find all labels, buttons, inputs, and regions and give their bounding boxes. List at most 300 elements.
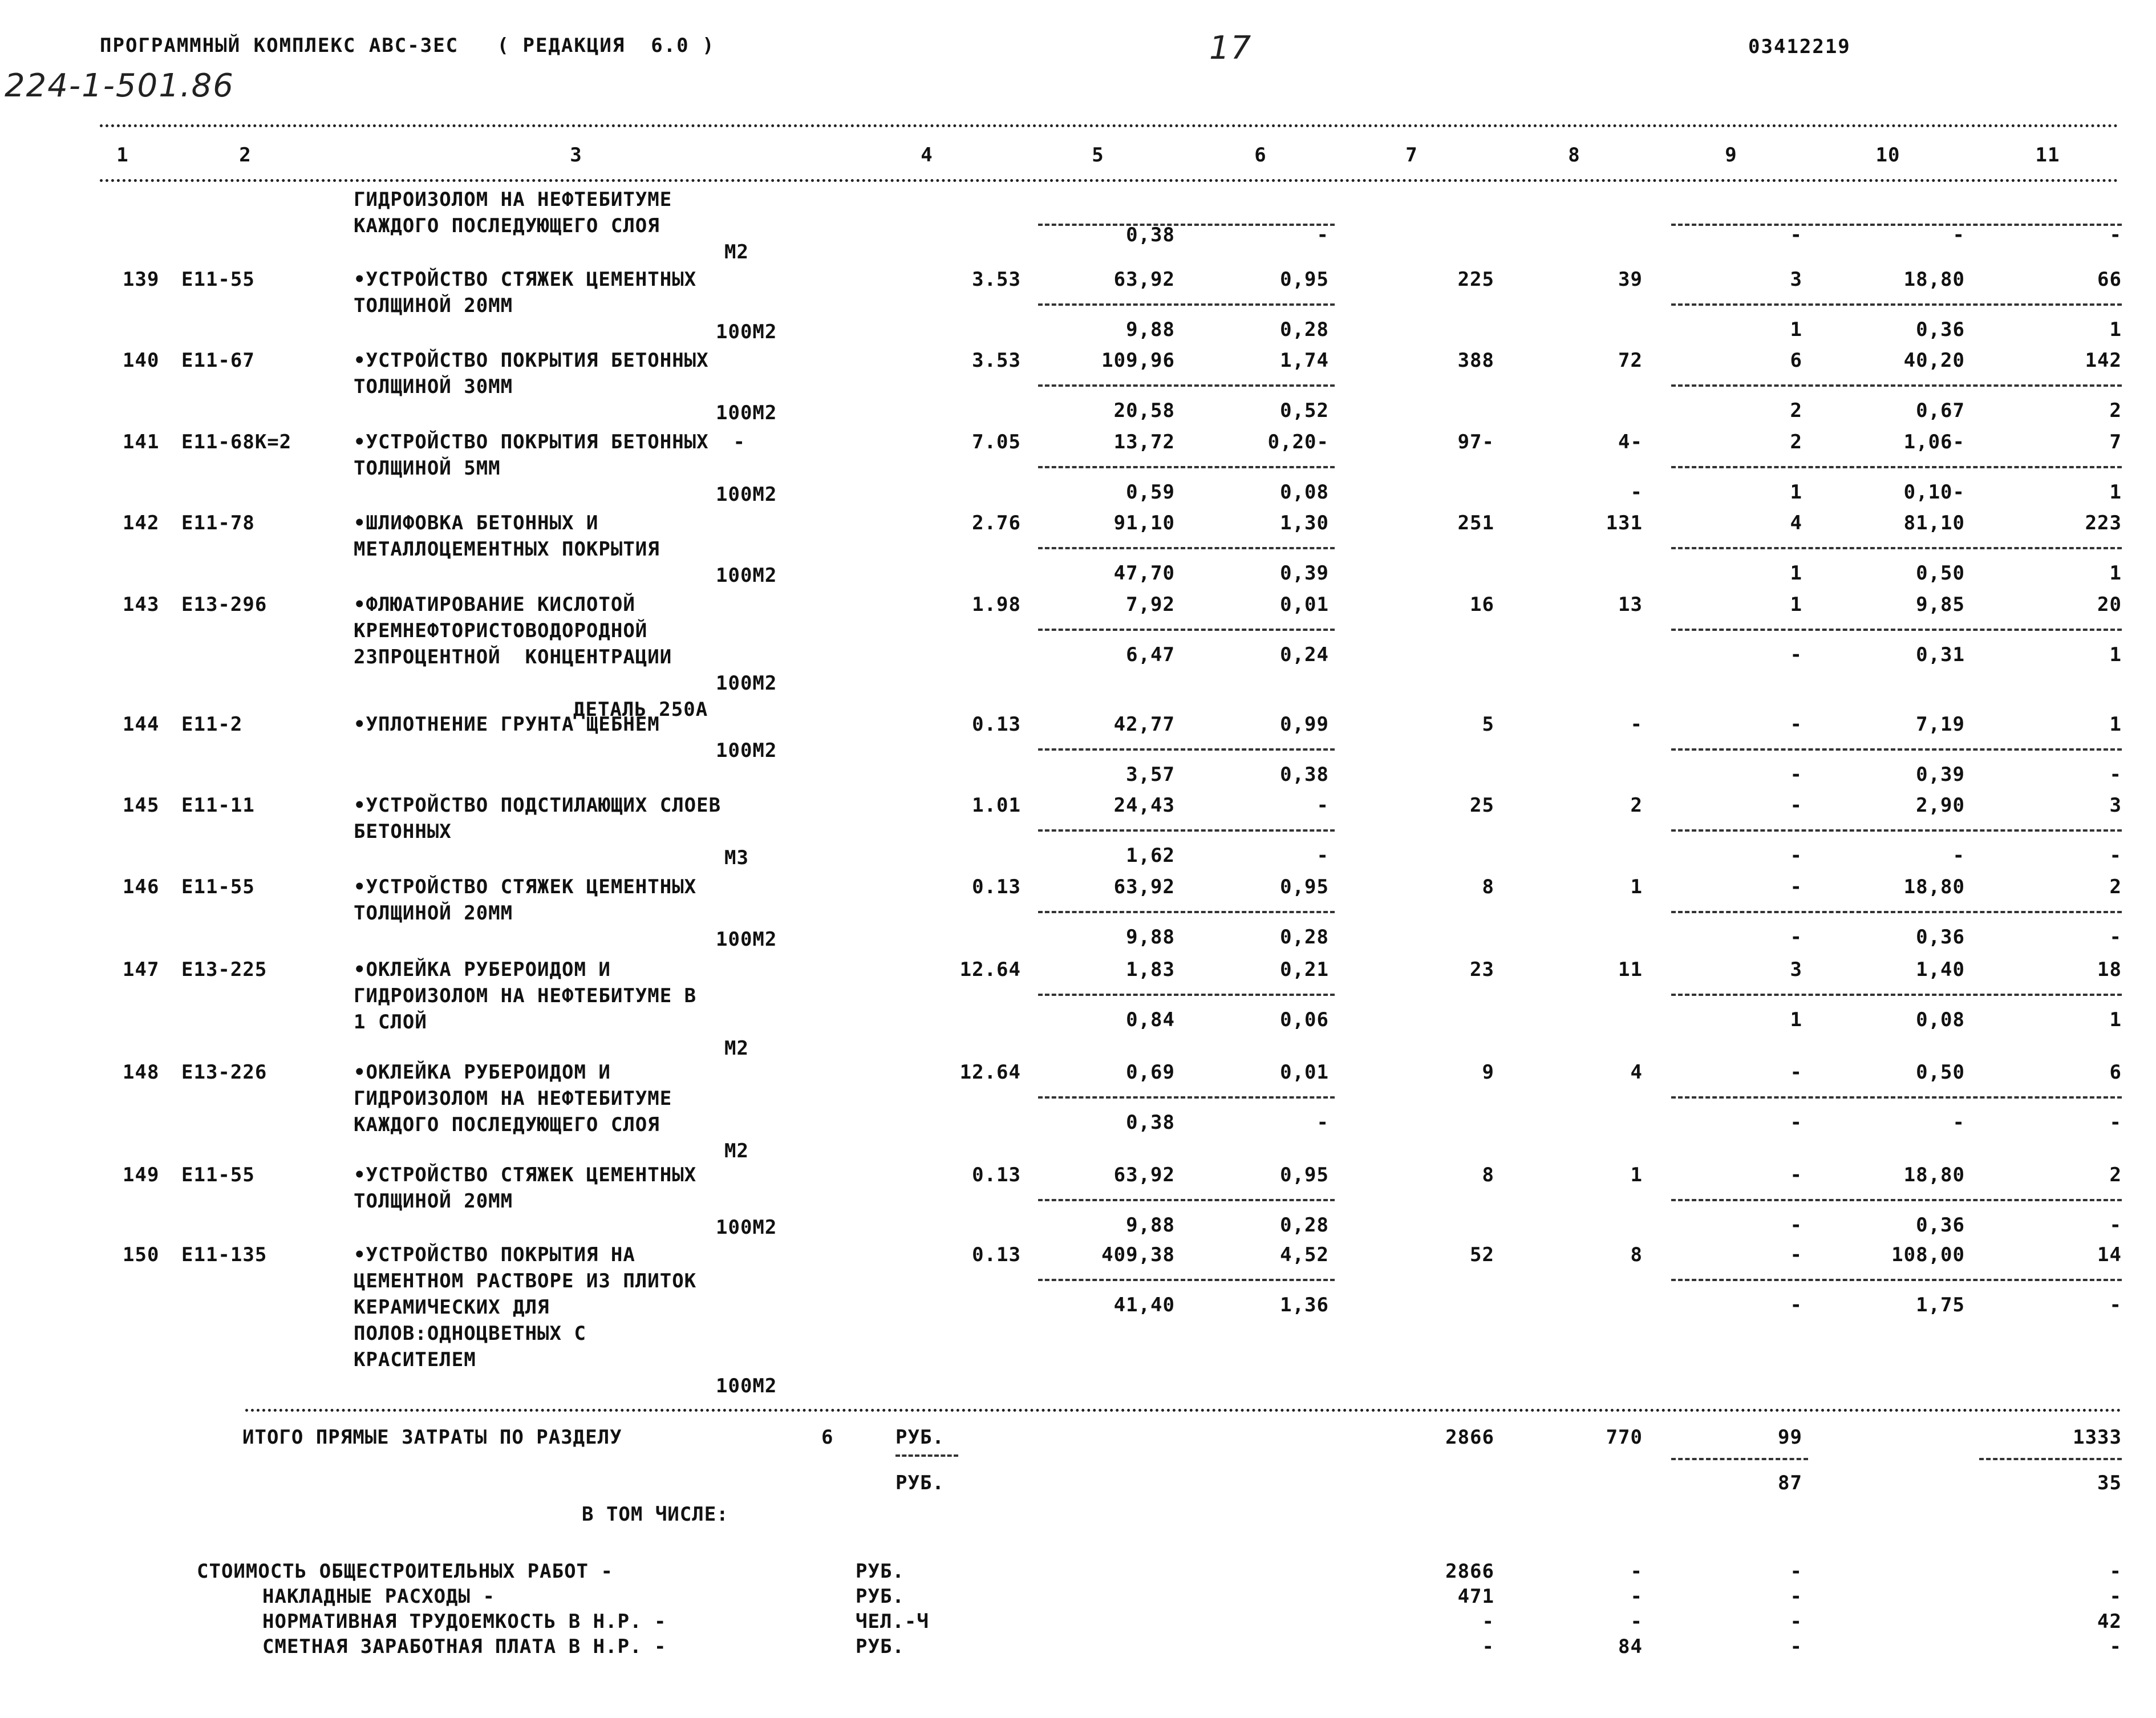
cell-c8: 8	[1630, 1243, 1643, 1266]
work-description: ТОЛЩИНОЙ 20ММ	[354, 902, 513, 925]
summary-label: СТОИМОСТЬ ОБЩЕСТРОИТЕЛЬНЫХ РАБОТ -	[197, 1560, 613, 1583]
work-description: •УСТРОЙСТВО СТЯЖЕК ЦЕМЕНТНЫХ	[354, 268, 697, 291]
cell-c5: 63,92	[1113, 876, 1175, 898]
cell-c10: 18,80	[1903, 268, 1965, 291]
row-number: 146	[123, 876, 160, 898]
work-description: •ШЛИФОВКА БЕТОННЫХ И	[354, 512, 599, 534]
cell-c8: 131	[1606, 512, 1643, 534]
column-header-8: 8	[1568, 144, 1580, 167]
cell-c8: -	[1630, 713, 1643, 736]
cell-c11-secondary: -	[2109, 1111, 2122, 1134]
cell-c6: -	[1316, 794, 1329, 817]
cell-c4: 12.64	[959, 958, 1021, 981]
cell-c9: 1	[1790, 593, 1802, 616]
work-description: •УСТРОЙСТВО СТЯЖЕК ЦЕМЕНТНЫХ	[354, 1164, 697, 1186]
cell-c9: 4	[1790, 512, 1802, 534]
cell-c4: 0.13	[972, 713, 1021, 736]
work-description: ТОЛЩИНОЙ 30ММ	[354, 375, 513, 398]
cell-c6: 1,74	[1280, 349, 1329, 372]
cell-c5: 91,10	[1113, 512, 1175, 534]
unit-label: М2	[724, 1140, 749, 1162]
cell-c11: 7	[2109, 431, 2122, 453]
cell-c9-secondary: 2	[1790, 399, 1802, 422]
cell-c10-secondary: 0,67	[1916, 399, 1965, 422]
work-description: ГИДРОИЗОЛОМ НА НЕФТЕБИТУМЕ	[354, 188, 672, 211]
program-header: ПРОГРАММНЫЙ КОМПЛЕКС АВС-ЗЕС ( РЕДАКЦИЯ 6.0 )	[100, 34, 715, 57]
cell-c6-secondary: 0,06	[1280, 1008, 1329, 1031]
cell-c9: -	[1790, 1061, 1802, 1084]
totals-c7: 2866	[1445, 1426, 1494, 1449]
subtotal-rule	[1038, 829, 1335, 832]
cell-c8: 4-	[1618, 431, 1643, 453]
subtotal-rule	[1038, 1096, 1335, 1099]
cell-c11: 2	[2109, 876, 2122, 898]
cell-c7: 52	[1470, 1243, 1494, 1266]
totals-rule	[245, 1409, 2122, 1412]
work-description: ГИДРОИЗОЛОМ НА НЕФТЕБИТУМЕ	[354, 1087, 672, 1110]
cell-c8: 1	[1630, 876, 1643, 898]
cell-c10-secondary: 0,50	[1916, 562, 1965, 585]
totals-unit: РУБ.	[895, 1472, 945, 1494]
summary-unit: РУБ.	[856, 1585, 905, 1608]
cell-c5-secondary: 6,47	[1126, 643, 1175, 666]
cell-c10: 2,90	[1916, 794, 1965, 817]
cell-c6: 0,21	[1280, 958, 1329, 981]
cell-c9: 2	[1790, 431, 1802, 453]
cell-c6-secondary: 0,28	[1280, 318, 1329, 341]
cell-c4: 12.64	[959, 1061, 1021, 1084]
unit-label: 100М2	[716, 321, 777, 343]
cell-c11: 6	[2109, 1061, 2122, 1084]
cell-c11: 223	[2085, 512, 2122, 534]
cell-c5: 63,92	[1113, 1164, 1175, 1186]
cell-c4: 1.98	[972, 593, 1021, 616]
cell-c6: 0,95	[1280, 876, 1329, 898]
work-description: •УСТРОЙСТВО ПОДСТИЛАЮЩИХ СЛОЕВ	[354, 794, 722, 817]
norm-code: Е11-55	[181, 876, 255, 898]
cell-c9-secondary: -	[1790, 1214, 1802, 1237]
cell-c8: 2	[1630, 794, 1643, 817]
cell-c9-secondary: -	[1790, 926, 1802, 949]
row-number: 141	[123, 431, 160, 453]
work-description: ГИДРОИЗОЛОМ НА НЕФТЕБИТУМЕ В	[354, 984, 697, 1007]
subtotal-rule	[1671, 547, 2122, 549]
row-number: 143	[123, 593, 160, 616]
cell-c9-secondary: -	[1790, 763, 1802, 786]
cell-c5-secondary: 0,38	[1126, 1111, 1175, 1134]
cell-c6-secondary: 0,08	[1280, 481, 1329, 504]
cell-c4: 3.53	[972, 349, 1021, 372]
column-header-2: 2	[239, 144, 252, 167]
summary-c11: -	[2109, 1560, 2122, 1583]
unit-label: М2	[724, 1037, 749, 1060]
cell-c11-secondary: 1	[2109, 643, 2122, 666]
norm-code: Е13-296	[181, 593, 268, 616]
cell-c10: 1,40	[1916, 958, 1965, 981]
row-number: 144	[123, 713, 160, 736]
cell-c10-secondary: 1,75	[1916, 1294, 1965, 1316]
cell-c7: 225	[1457, 268, 1494, 291]
cell-c8: 72	[1618, 349, 1643, 372]
cell-c6-secondary: -	[1316, 224, 1329, 246]
work-description: ТОЛЩИНОЙ 5ММ	[354, 457, 501, 480]
cell-c4: 1.01	[972, 794, 1021, 817]
cell-c10-secondary: 0,36	[1916, 926, 1965, 949]
cell-c9-secondary: 1	[1790, 318, 1802, 341]
cell-c11-secondary: 2	[2109, 399, 2122, 422]
norm-code: Е11-67	[181, 349, 255, 372]
cell-c10: 18,80	[1903, 876, 1965, 898]
cell-c6-secondary: 0,24	[1280, 643, 1329, 666]
cell-c4: 0.13	[972, 1243, 1021, 1266]
totals-c8: 770	[1606, 1426, 1643, 1449]
row-number: 145	[123, 794, 160, 817]
cell-c7: 9	[1482, 1061, 1494, 1084]
cell-c6-secondary: 0,52	[1280, 399, 1329, 422]
cell-c11: 14	[2097, 1243, 2122, 1266]
cell-c5-secondary: 3,57	[1126, 763, 1175, 786]
column-header-3: 3	[570, 144, 582, 167]
summary-c8: -	[1630, 1560, 1643, 1583]
summary-label: НОРМАТИВНАЯ ТРУДОЕМКОСТЬ В Н.Р. -	[262, 1610, 667, 1633]
cell-c5-secondary: 0,38	[1126, 224, 1175, 246]
cell-c5: 7,92	[1126, 593, 1175, 616]
cell-c10-secondary: 0,36	[1916, 318, 1965, 341]
cell-c10: 108,00	[1891, 1243, 1965, 1266]
work-description: ПОЛОВ:ОДНОЦВЕТНЫХ С	[354, 1322, 586, 1345]
cell-c9: 3	[1790, 958, 1802, 981]
cell-c9: -	[1790, 1243, 1802, 1266]
summary-c7: 2866	[1445, 1560, 1494, 1583]
subtotal-rule	[1038, 1279, 1335, 1281]
subtotal-rule	[1038, 994, 1335, 996]
cell-c11-secondary: -	[2109, 844, 2122, 867]
cell-c6-secondary: 0,38	[1280, 763, 1329, 786]
row-number: 140	[123, 349, 160, 372]
cell-c5: 109,96	[1101, 349, 1175, 372]
cell-c4: 7.05	[972, 431, 1021, 453]
cell-c11-secondary: 1	[2109, 1008, 2122, 1031]
cell-c5: 13,72	[1113, 431, 1175, 453]
cell-c5: 63,92	[1113, 268, 1175, 291]
cell-c5-secondary: 1,62	[1126, 844, 1175, 867]
unit-label: 100М2	[716, 928, 777, 951]
cell-c5-secondary: 9,88	[1126, 318, 1175, 341]
summary-unit: РУБ.	[856, 1560, 905, 1583]
subtotal-rule	[1671, 829, 2122, 832]
row-number: 148	[123, 1061, 160, 1084]
summary-c8: -	[1630, 1610, 1643, 1633]
cell-c11: 1	[2109, 713, 2122, 736]
summary-c9: -	[1790, 1585, 1802, 1608]
cell-c10: 9,85	[1916, 593, 1965, 616]
unit-label: 100М2	[716, 672, 777, 695]
unit-label: 100М2	[716, 564, 777, 587]
column-header-9: 9	[1725, 144, 1737, 167]
work-description: КРАСИТЕЛЕМ	[354, 1348, 476, 1371]
cell-c10-secondary: 0,36	[1916, 1214, 1965, 1237]
subtotal-rule	[1038, 748, 1335, 751]
cell-c7: 23	[1470, 958, 1494, 981]
unit-label: 100М2	[716, 402, 777, 424]
totals-unit: РУБ.	[895, 1426, 945, 1449]
cell-c6: 0,95	[1280, 268, 1329, 291]
column-header-5: 5	[1092, 144, 1104, 167]
norm-code: Е11-55	[181, 268, 255, 291]
cell-c10: 40,20	[1903, 349, 1965, 372]
cell-c6: 0,01	[1280, 1061, 1329, 1084]
cell-c11-secondary: 1	[2109, 481, 2122, 504]
cell-c6: 1,30	[1280, 512, 1329, 534]
subtotal-rule	[1038, 303, 1335, 306]
work-description: •УСТРОЙСТВО ПОКРЫТИЯ БЕТОННЫХ -	[354, 431, 746, 453]
cell-c11: 2	[2109, 1164, 2122, 1186]
summary-c9: -	[1790, 1635, 1802, 1658]
cell-c10-secondary: 0,31	[1916, 643, 1965, 666]
work-description: •УСТРОЙСТВО ПОКРЫТИЯ НА	[354, 1243, 635, 1266]
subtotal-rule	[1038, 547, 1335, 549]
norm-code: Е11-55	[181, 1164, 255, 1186]
work-description: •ОКЛЕЙКА РУБЕРОИДОМ И	[354, 958, 611, 981]
cell-c9-secondary: -	[1790, 224, 1802, 246]
subtotal-rule	[1671, 466, 2122, 468]
cell-c11-secondary: -	[2109, 926, 2122, 949]
column-header-6: 6	[1254, 144, 1267, 167]
row-number: 142	[123, 512, 160, 534]
table-header-rule	[100, 179, 2119, 182]
summary-c9: -	[1790, 1610, 1802, 1633]
cell-c10: 0,50	[1916, 1061, 1965, 1084]
work-description: 23ПРОЦЕНТНОЙ КОНЦЕНТРАЦИИ	[354, 646, 672, 668]
cell-c8-secondary: -	[1630, 481, 1643, 504]
cell-c5-secondary: 47,70	[1113, 562, 1175, 585]
row-number: 147	[123, 958, 160, 981]
summary-label: НАКЛАДНЫЕ РАСХОДЫ -	[262, 1585, 495, 1608]
cell-c10-secondary: 0,08	[1916, 1008, 1965, 1031]
cell-c10: 18,80	[1903, 1164, 1965, 1186]
subtotal-rule	[1671, 1279, 2122, 1281]
cell-c11-secondary: 1	[2109, 562, 2122, 585]
cell-c8: 11	[1618, 958, 1643, 981]
work-description: •ОКЛЕЙКА РУБЕРОИДОМ И	[354, 1061, 611, 1084]
subtotal-rule	[1671, 1096, 2122, 1099]
norm-code: Е11-11	[181, 794, 255, 817]
work-description: ТОЛЩИНОЙ 20ММ	[354, 294, 513, 317]
cell-c6: 0,99	[1280, 713, 1329, 736]
cell-c9-secondary: 1	[1790, 1008, 1802, 1031]
cell-c8: 13	[1618, 593, 1643, 616]
totals-c9-secondary: 87	[1778, 1472, 1802, 1494]
cell-c5: 409,38	[1101, 1243, 1175, 1266]
cell-c9-secondary: -	[1790, 844, 1802, 867]
norm-code: Е11-135	[181, 1243, 268, 1266]
summary-unit: ЧЕЛ.-Ч	[856, 1610, 929, 1633]
totals-c11-secondary: 35	[2097, 1472, 2122, 1494]
cell-c7: 16	[1470, 593, 1494, 616]
document-code: 03412219	[1748, 35, 1851, 58]
column-header-4: 4	[921, 144, 933, 167]
cell-c8: 39	[1618, 268, 1643, 291]
summary-c8: -	[1630, 1585, 1643, 1608]
work-description: КАЖДОГО ПОСЛЕДУЮЩЕГО СЛОЯ	[354, 1113, 660, 1136]
cell-c11-secondary: 1	[2109, 318, 2122, 341]
summary-c11: -	[2109, 1635, 2122, 1658]
cell-c10-secondary: -	[1952, 1111, 1965, 1134]
cell-c9: 6	[1790, 349, 1802, 372]
table-top-rule	[100, 124, 2119, 127]
cell-c6-secondary: 1,36	[1280, 1294, 1329, 1316]
row-number: 149	[123, 1164, 160, 1186]
subtotal-rule	[1038, 466, 1335, 468]
cell-c8: 1	[1630, 1164, 1643, 1186]
work-description: КЕРАМИЧЕСКИХ ДЛЯ	[354, 1296, 550, 1319]
cell-c7: 251	[1457, 512, 1494, 534]
cell-c10-secondary: 0,10-	[1903, 481, 1965, 504]
cell-c10-secondary: -	[1952, 844, 1965, 867]
cell-c11: 142	[2085, 349, 2122, 372]
work-description: •УПЛОТНЕНИЕ ГРУНТА ЩЕБНЕМ	[354, 713, 660, 736]
row-number: 150	[123, 1243, 160, 1266]
work-description: КРЕМНЕФТОРИСТОВОДОРОДНОЙ	[354, 619, 648, 642]
work-description: •ФЛЮАТИРОВАНИЕ КИСЛОТОЙ	[354, 593, 635, 616]
cell-c7: 97-	[1457, 431, 1494, 453]
cell-c6-secondary: 0,28	[1280, 1214, 1329, 1237]
cell-c5: 42,77	[1113, 713, 1175, 736]
cell-c6-secondary: -	[1316, 844, 1329, 867]
cell-c6-secondary: 0,28	[1280, 926, 1329, 949]
cell-c7: 8	[1482, 876, 1494, 898]
subtotal-rule	[1671, 384, 2122, 387]
cell-c9-secondary: -	[1790, 1111, 1802, 1134]
cell-c9: 3	[1790, 268, 1802, 291]
handwritten-code: 224-1-501.86	[5, 67, 234, 104]
cell-c6-secondary: 0,39	[1280, 562, 1329, 585]
totals-c11: 1333	[2073, 1426, 2122, 1449]
cell-c5-secondary: 41,40	[1113, 1294, 1175, 1316]
cell-c5-secondary: 0,84	[1126, 1008, 1175, 1031]
cell-c11-secondary: -	[2109, 763, 2122, 786]
totals-c11-rule	[1979, 1458, 2122, 1460]
norm-code: Е11-78	[181, 512, 255, 534]
cell-c4: 0.13	[972, 876, 1021, 898]
cell-c4: 0.13	[972, 1164, 1021, 1186]
cell-c5: 24,43	[1113, 794, 1175, 817]
subtotal-rule	[1038, 911, 1335, 913]
work-description: ТОЛЩИНОЙ 20ММ	[354, 1190, 513, 1213]
work-description: ЦЕМЕНТНОМ РАСТВОРЕ ИЗ ПЛИТОК	[354, 1270, 697, 1292]
cell-c6: 0,01	[1280, 593, 1329, 616]
unit-label: ДЕТАЛЬ 250А	[573, 698, 708, 721]
cell-c9-secondary: 1	[1790, 481, 1802, 504]
totals-c9-rule	[1671, 1458, 1808, 1460]
cell-c11-secondary: -	[2109, 1214, 2122, 1237]
work-description: 1 СЛОЙ	[354, 1011, 427, 1034]
work-description: КАЖДОГО ПОСЛЕДУЮЩЕГО СЛОЯ	[354, 214, 660, 237]
summary-c7: -	[1482, 1635, 1494, 1658]
cell-c6: 4,52	[1280, 1243, 1329, 1266]
cell-c7: 25	[1470, 794, 1494, 817]
work-description: •УСТРОЙСТВО ПОКРЫТИЯ БЕТОННЫХ	[354, 349, 709, 372]
totals-label: ИТОГО ПРЯМЫЕ ЗАТРАТЫ ПО РАЗДЕЛУ	[242, 1426, 622, 1449]
subtotal-rule	[1038, 1199, 1335, 1201]
subtotal-rule	[1671, 911, 2122, 913]
norm-code: Е13-226	[181, 1061, 268, 1084]
in-that-label: В ТОМ ЧИСЛЕ:	[582, 1503, 729, 1526]
cell-c5-secondary: 20,58	[1113, 399, 1175, 422]
cell-c5-secondary: 0,59	[1126, 481, 1175, 504]
cell-c11-secondary: -	[2109, 1294, 2122, 1316]
unit-label: 100М2	[716, 1375, 777, 1397]
cell-c6-secondary: -	[1316, 1111, 1329, 1134]
column-header-11: 11	[2035, 144, 2060, 167]
norm-code: Е13-225	[181, 958, 268, 981]
cell-c9-secondary: -	[1790, 643, 1802, 666]
work-description: •УСТРОЙСТВО СТЯЖЕК ЦЕМЕНТНЫХ	[354, 876, 697, 898]
cell-c9: -	[1790, 713, 1802, 736]
summary-c7: 471	[1457, 1585, 1494, 1608]
row-number: 139	[123, 268, 160, 291]
cell-c7: 388	[1457, 349, 1494, 372]
summary-c11: -	[2109, 1585, 2122, 1608]
cell-c8: 4	[1630, 1061, 1643, 1084]
summary-c9: -	[1790, 1560, 1802, 1583]
cell-c7: 5	[1482, 713, 1494, 736]
cell-c5: 1,83	[1126, 958, 1175, 981]
summary-c11: 42	[2097, 1610, 2122, 1633]
cell-c10-secondary: 0,39	[1916, 763, 1965, 786]
cell-c6: 0,20-	[1267, 431, 1329, 453]
cell-c10: 1,06-	[1903, 431, 1965, 453]
cell-c11: 20	[2097, 593, 2122, 616]
cell-c10: 81,10	[1903, 512, 1965, 534]
work-description: МЕТАЛЛОЦЕМЕНТНЫХ ПОКРЫТИЯ	[354, 538, 660, 561]
cell-c9: -	[1790, 876, 1802, 898]
subtotal-rule	[1671, 303, 2122, 306]
cell-c5: 0,69	[1126, 1061, 1175, 1084]
unit-label: М3	[724, 846, 749, 869]
norm-code: Е11-68К=2	[181, 431, 292, 453]
cell-c9: -	[1790, 1164, 1802, 1186]
summary-c7: -	[1482, 1610, 1494, 1633]
totals-section: 6	[821, 1426, 834, 1449]
cell-c4: 2.76	[972, 512, 1021, 534]
cell-c11-secondary: -	[2109, 224, 2122, 246]
totals-unit-rule	[895, 1454, 958, 1457]
work-description: БЕТОННЫХ	[354, 820, 452, 843]
cell-c11: 3	[2109, 794, 2122, 817]
cell-c9-secondary: -	[1790, 1294, 1802, 1316]
cell-c9-secondary: 1	[1790, 562, 1802, 585]
column-header-10: 10	[1875, 144, 1900, 167]
cell-c7: 8	[1482, 1164, 1494, 1186]
subtotal-rule	[1038, 384, 1335, 387]
unit-label: 100М2	[716, 739, 777, 762]
cell-c10: 7,19	[1916, 713, 1965, 736]
unit-label: 100М2	[716, 1216, 777, 1239]
subtotal-rule	[1671, 1199, 2122, 1201]
cell-c11: 66	[2097, 268, 2122, 291]
totals-c9: 99	[1778, 1426, 1802, 1449]
cell-c11: 18	[2097, 958, 2122, 981]
norm-code: Е11-2	[181, 713, 243, 736]
subtotal-rule	[1671, 629, 2122, 631]
unit-label: М2	[724, 241, 749, 264]
cell-c10-secondary: -	[1952, 224, 1965, 246]
summary-c8: 84	[1618, 1635, 1643, 1658]
column-header-7: 7	[1405, 144, 1418, 167]
summary-unit: РУБ.	[856, 1635, 905, 1658]
subtotal-rule	[1671, 994, 2122, 996]
